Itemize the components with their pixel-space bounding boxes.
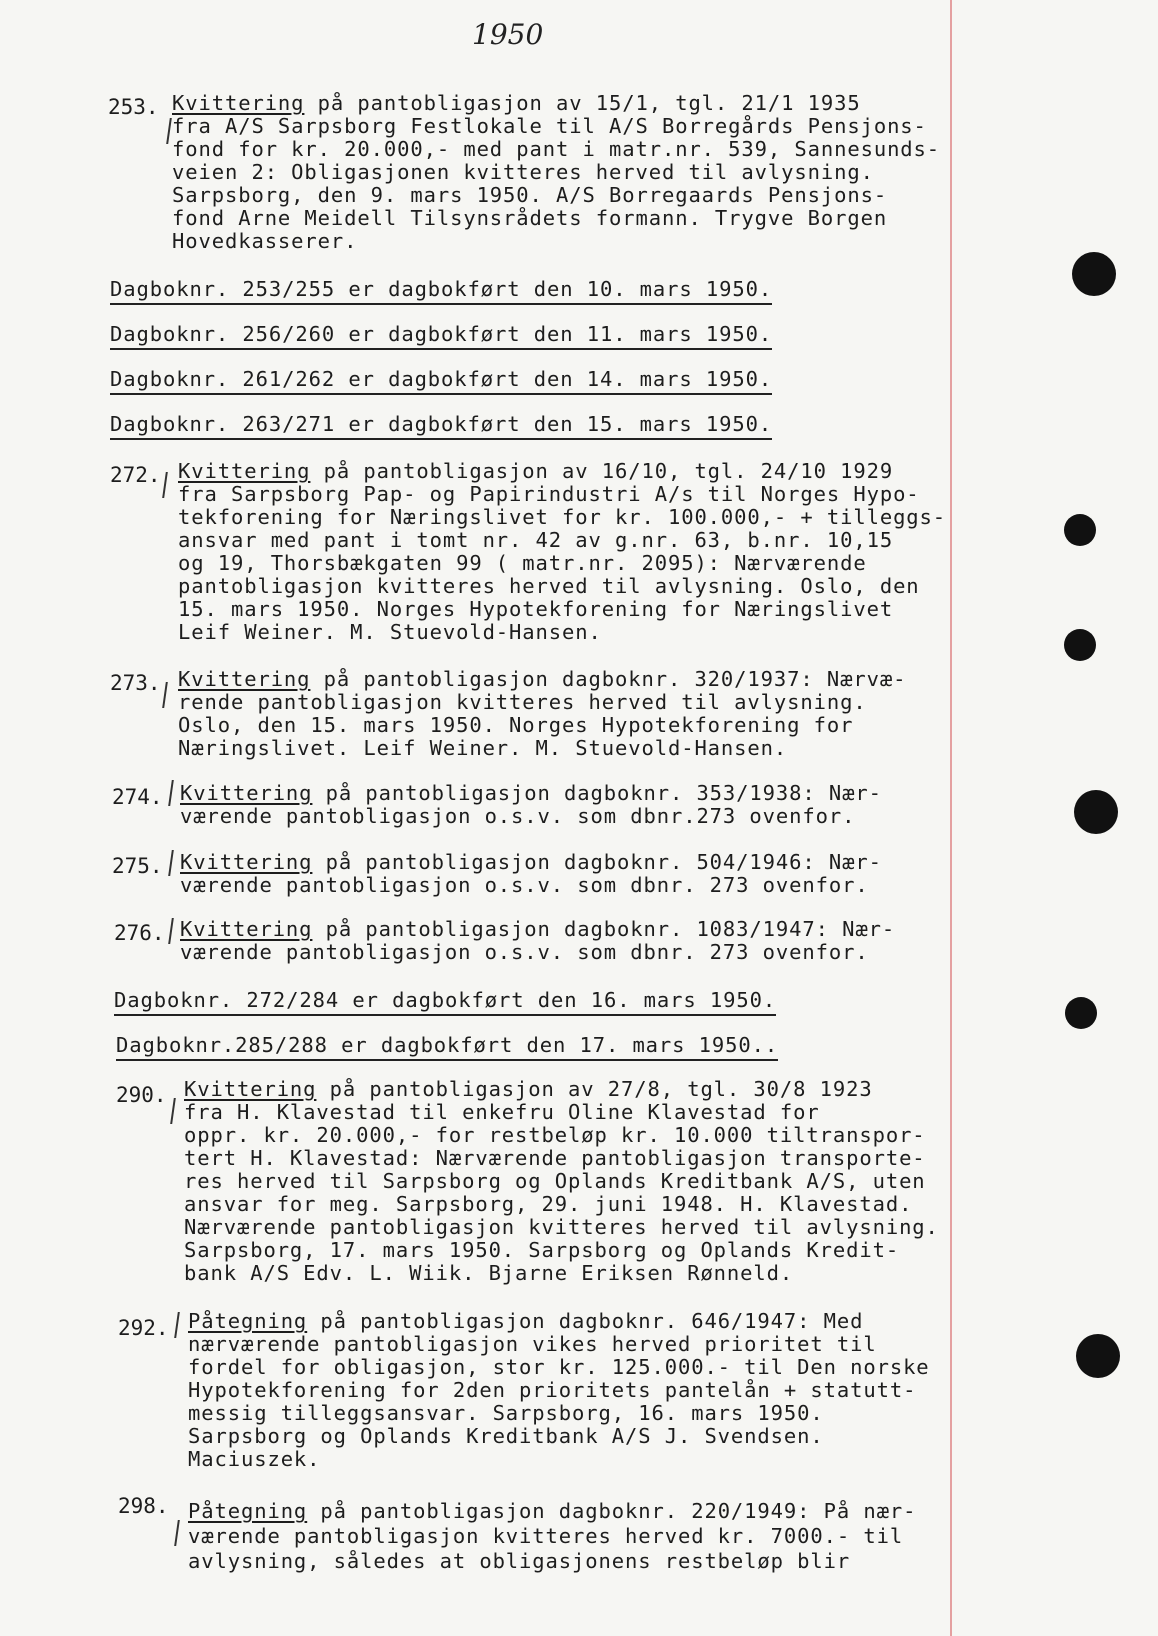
entry-line: fra A/S Sarpsborg Festlokale til A/S Borregårds Pensjons- xyxy=(172,114,927,138)
entry-first-line: på pantobligasjon av 27/8, tgl. 30/8 1923 xyxy=(316,1077,873,1101)
entry-line: Sarpsborg, den 9. mars 1950. A/S Borregaards Pensjons- xyxy=(172,183,888,207)
dagbok-line: Dagboknr. 253/255 er dagbokført den 10. mars 1950. xyxy=(110,277,772,305)
entry-line: Leif Weiner. M. Stuevold-Hansen. xyxy=(178,620,602,644)
entry-line: Nærværende pantobligasjon kvitteres herved til avlysning. xyxy=(184,1215,939,1239)
entry-number: 273. xyxy=(110,671,161,695)
entry-line: Oslo, den 15. mars 1950. Norges Hypotekforening for xyxy=(178,713,854,737)
entry-line: pantobligasjon kvitteres herved til avlysning. Oslo, den xyxy=(178,574,920,598)
entry-keyword: Kvittering xyxy=(172,91,305,115)
entry-line xyxy=(180,851,882,874)
entry-keyword: Kvittering xyxy=(180,781,313,805)
entry-line xyxy=(178,668,906,691)
entry-first-line: på pantobligasjon av 16/10, tgl. 24/10 1929 xyxy=(310,459,894,483)
entry-number: 272. xyxy=(110,463,161,487)
binder-hole xyxy=(1072,252,1116,296)
dagbok-line: Dagboknr. 256/260 er dagbokført den 11. mars 1950. xyxy=(110,322,772,350)
dagbok-line: Dagboknr. 272/284 er dagbokført den 16. mars 1950. xyxy=(114,988,776,1016)
entry-line xyxy=(180,918,895,941)
entry-line: ansvar for meg. Sarpsborg, 29. juni 1948. H. Klavestad. xyxy=(184,1192,913,1216)
entry-line: 15. mars 1950. Norges Hypotekforening for Næringslivet xyxy=(178,597,894,621)
entry-first-line: på pantobligasjon dagboknr. 1083/1947: Nær- xyxy=(312,917,896,941)
entry-line: tert H. Klavestad: Nærværende pantobligasjon transporte- xyxy=(184,1146,926,1170)
entry-line: Sarpsborg, 17. mars 1950. Sarpsborg og Oplands Kredit- xyxy=(184,1238,900,1262)
entry-line: Hypotekforening for 2den prioritets pantelån + statutt- xyxy=(188,1378,917,1402)
entry-line: fond for kr. 20.000,- med pant i matr.nr. 539, Sannesunds- xyxy=(172,137,941,161)
entry-line: fond Arne Meidell Tilsynsrådets formann. Trygve Borgen xyxy=(172,206,888,230)
entry-line: nærværende pantobligasjon vikes herved prioritet til xyxy=(188,1332,877,1356)
entry-line: Hovedkasserer. xyxy=(172,229,358,253)
entry-line: ansvar med pant i tomt nr. 42 av g.nr. 63, b.nr. 10,15 xyxy=(178,528,894,552)
entry-line xyxy=(184,1078,873,1101)
entry-keyword: Påtegning xyxy=(188,1499,308,1523)
entry-first-line: på pantobligasjon av 15/1, tgl. 21/1 1935 xyxy=(304,91,861,115)
entry-line: oppr. kr. 20.000,- for restbeløp kr. 10.000 tiltranspor- xyxy=(184,1123,926,1147)
entry-line: Maciuszek. xyxy=(188,1447,321,1471)
binder-hole xyxy=(1064,629,1096,661)
entry-line xyxy=(178,460,893,483)
dagbok-line: Dagboknr. 261/262 er dagbokført den 14. mars 1950. xyxy=(110,367,772,395)
entry-line xyxy=(180,782,882,805)
page-year: 1950 xyxy=(472,18,544,51)
entry-line: bank A/S Edv. L. Wiik. Bjarne Eriksen Rønneld. xyxy=(184,1261,794,1285)
entry-number: 290. xyxy=(116,1083,167,1107)
dagbok-line: Dagboknr.285/288 er dagbokført den 17. mars 1950.. xyxy=(116,1033,778,1061)
entry-line xyxy=(172,92,861,115)
entry-keyword: Kvittering xyxy=(178,667,311,691)
margin-line xyxy=(950,0,952,1636)
entry-line: Sarpsborg og Oplands Kreditbank A/S J. Svendsen. xyxy=(188,1424,824,1448)
entry-line: fordel for obligasjon, stor kr. 125.000.- til Den norske xyxy=(188,1355,930,1379)
entry-first-line: på pantobligasjon dagboknr. 353/1938: Nær- xyxy=(312,781,882,805)
entry-line: værende pantobligasjon o.s.v. som dbnr.273 ovenfor. xyxy=(180,804,856,828)
entry-keyword: Kvittering xyxy=(180,850,313,874)
entry-keyword: Kvittering xyxy=(180,917,313,941)
entry-line: rende pantobligasjon kvitteres herved til avlysning. xyxy=(178,690,867,714)
entry-line: værende pantobligasjon o.s.v. som dbnr. 273 ovenfor. xyxy=(180,873,869,897)
entry-first-line: på pantobligasjon dagboknr. 320/1937: Nærvæ- xyxy=(310,667,907,691)
entry-number: 253. xyxy=(108,95,159,119)
binder-hole xyxy=(1076,1334,1120,1378)
entry-line: fra Sarpsborg Pap- og Papirindustri A/s til Norges Hypo- xyxy=(178,482,920,506)
entry-line: messig tilleggsansvar. Sarpsborg, 16. mars 1950. xyxy=(188,1401,824,1425)
entry-first-line: på pantobligasjon dagboknr. 646/1947: Med xyxy=(307,1309,864,1333)
binder-hole xyxy=(1065,997,1097,1029)
entry-first-line: på pantobligasjon dagboknr. 220/1949: På nær- xyxy=(307,1499,917,1523)
entry-line xyxy=(188,1310,863,1333)
binder-hole xyxy=(1074,790,1118,834)
entry-number: 292. xyxy=(118,1316,169,1340)
binder-hole xyxy=(1064,514,1096,546)
dagbok-line: Dagboknr. 263/271 er dagbokført den 15. mars 1950. xyxy=(110,412,772,440)
entry-line: avlysning, således at obligasjonens restbeløp blir xyxy=(188,1549,851,1573)
entry-keyword: Påtegning xyxy=(188,1309,308,1333)
entry-line: veien 2: Obligasjonen kvitteres herved til avlysning. xyxy=(172,160,874,184)
entry-keyword: Kvittering xyxy=(184,1077,317,1101)
entry-number: 274. xyxy=(112,785,163,809)
entry-number: 298. xyxy=(118,1494,169,1518)
entry-line xyxy=(188,1500,916,1523)
entry-number: 275. xyxy=(112,854,163,878)
entry-line: værende pantobligasjon kvitteres herved kr. 7000.- til xyxy=(188,1524,904,1548)
entry-line: fra H. Klavestad til enkefru Oline Klavestad for xyxy=(184,1100,820,1124)
entry-keyword: Kvittering xyxy=(178,459,311,483)
entry-line: res herved til Sarpsborg og Oplands Kreditbank A/S, uten xyxy=(184,1169,926,1193)
entry-line: værende pantobligasjon o.s.v. som dbnr. 273 ovenfor. xyxy=(180,940,869,964)
entry-first-line: på pantobligasjon dagboknr. 504/1946: Nær- xyxy=(312,850,882,874)
entry-line: tekforening for Næringslivet for kr. 100.000,- + tilleggs- xyxy=(178,505,947,529)
entry-number: 276. xyxy=(114,921,165,945)
entry-line: og 19, Thorsbækgaten 99 ( matr.nr. 2095): Nærværende xyxy=(178,551,867,575)
entry-line: Næringslivet. Leif Weiner. M. Stuevold-Hansen. xyxy=(178,736,788,760)
